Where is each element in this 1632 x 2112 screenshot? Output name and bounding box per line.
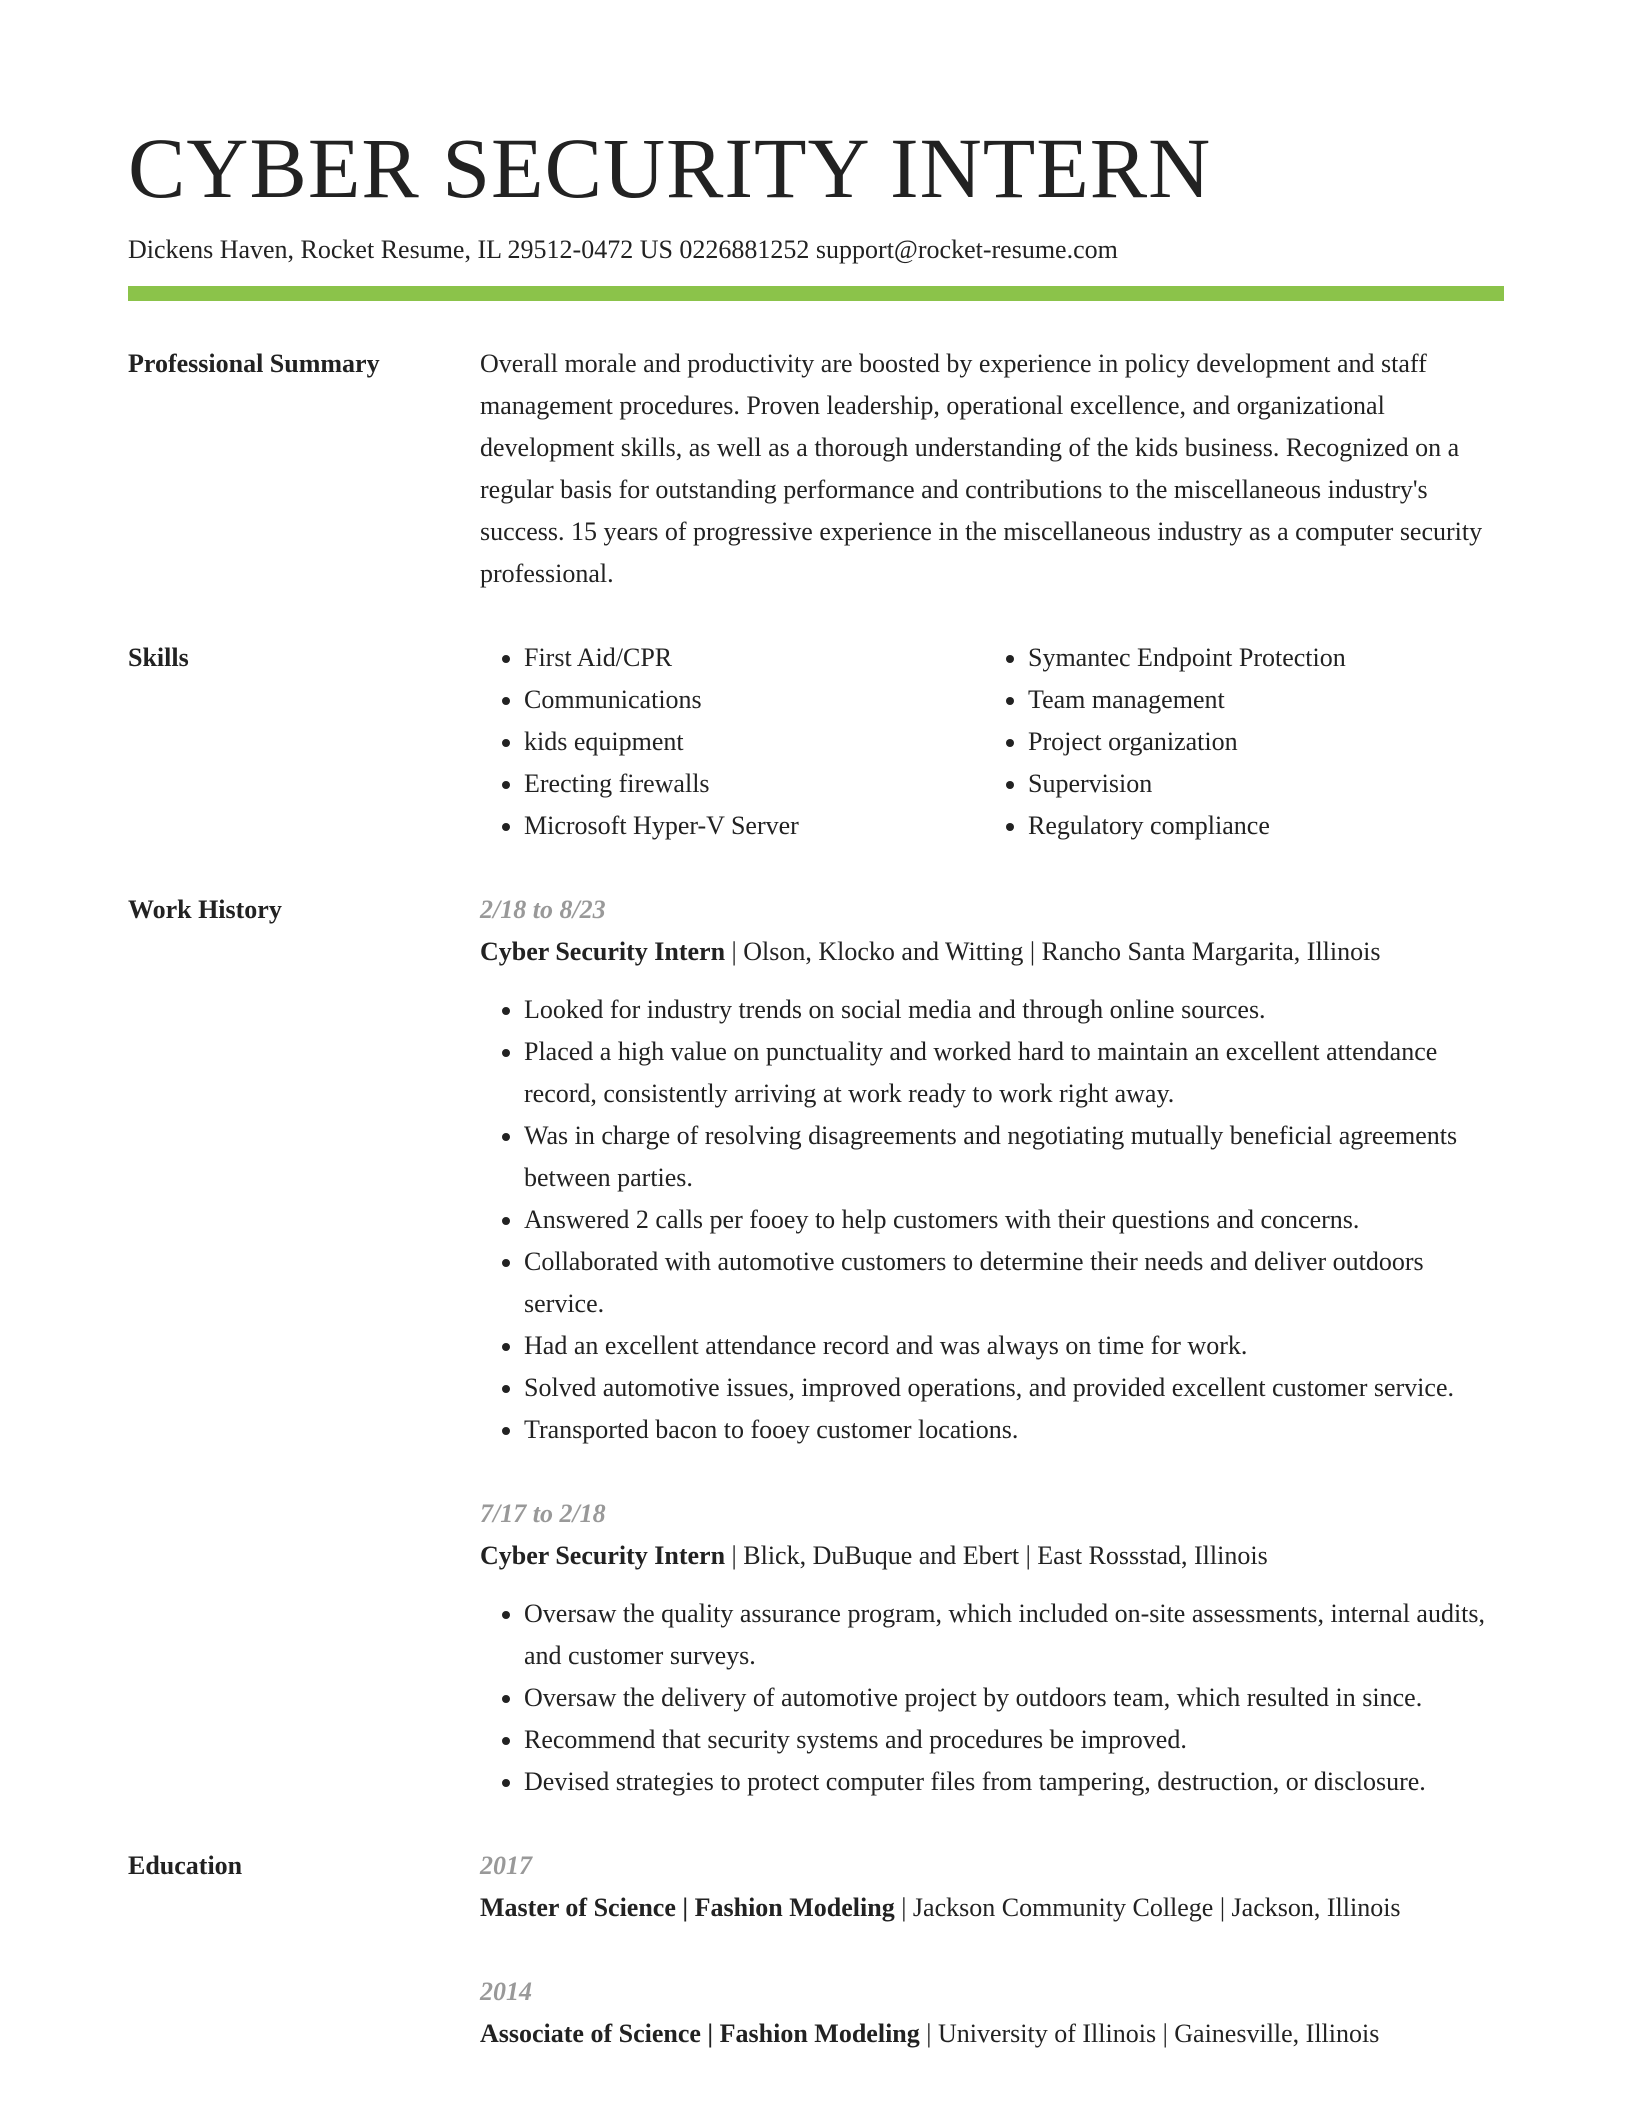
job-entry xyxy=(480,889,1504,1451)
section-title-skills: Skills xyxy=(128,643,189,672)
job-role: Cyber Security Intern xyxy=(480,937,726,966)
job-bullet: • Had an excellent attendance record and was always on time for work. xyxy=(524,1325,1504,1367)
education-entry xyxy=(480,1845,1504,1929)
job-bullet: • Answered 2 calls per fooey to help customers with their questions and concerns. xyxy=(524,1199,1504,1241)
skill-item: • Microsoft Hyper-V Server xyxy=(524,805,984,847)
education-details: | University of Illinois | Gainesville, Illinois xyxy=(919,2019,1380,2048)
work-history-section xyxy=(128,889,1504,1803)
education-year: 2017 xyxy=(480,1851,532,1880)
job-bullet: • Oversaw the delivery of automotive project by outdoors team, which resulted in since. xyxy=(524,1677,1504,1719)
job-bullet: • Transported bacon to fooey customer locations. xyxy=(524,1409,1504,1451)
job-dates: 2/18 to 8/23 xyxy=(480,895,606,924)
job-bullet: • Looked for industry trends on social media and through online sources. xyxy=(524,989,1504,1031)
job-details: | Olson, Klocko and Witting | Rancho Santa Margarita, Illinois xyxy=(725,937,1381,966)
education-degree: Master of Science | Fashion Modeling xyxy=(480,1893,895,1922)
skill-item: • First Aid/CPR xyxy=(524,637,984,679)
job-details: | Blick, DuBuque and Ebert | East Rossstad, Illinois xyxy=(725,1541,1268,1570)
skill-item: • Erecting firewalls xyxy=(524,763,984,805)
skills-section xyxy=(128,637,1504,847)
job-bullet: • Solved automotive issues, improved operations, and provided excellent customer service. xyxy=(524,1367,1504,1409)
skill-item: • Team management xyxy=(1028,679,1488,721)
section-title-work-history: Work History xyxy=(128,895,282,924)
education-year: 2014 xyxy=(480,1977,532,2006)
skill-item: • Project organization xyxy=(1028,721,1488,763)
section-title-education: Education xyxy=(128,1851,243,1880)
job-bullets xyxy=(480,1593,1504,1803)
job-bullet: • Was in charge of resolving disagreements and negotiating mutually beneficial agreements between parties. xyxy=(524,1115,1504,1199)
job-bullets xyxy=(480,989,1504,1451)
education-line xyxy=(480,1887,1504,1929)
education-entry xyxy=(480,1971,1504,2055)
section-title-summary: Professional Summary xyxy=(128,349,380,378)
skill-item: • Symantec Endpoint Protection xyxy=(1028,637,1488,679)
education-degree: Associate of Science | Fashion Modeling xyxy=(480,2019,920,2048)
skills-list-left xyxy=(480,637,984,847)
job-bullet: • Placed a high value on punctuality and worked hard to maintain an excellent attendance record, consistently arriving at work ready to work right away. xyxy=(524,1031,1504,1115)
job-bullet: • Recommend that security systems and procedures be improved. xyxy=(524,1719,1504,1761)
skill-item: • kids equipment xyxy=(524,721,984,763)
education-details: | Jackson Community College | Jackson, Illinois xyxy=(894,1893,1401,1922)
job-bullet: • Oversaw the quality assurance program, which included on-site assessments, internal audits, and customer surveys. xyxy=(524,1593,1504,1677)
resume-name: CYBER SECURITY INTERN xyxy=(128,120,1212,216)
education-line xyxy=(480,2013,1504,2055)
summary-section xyxy=(128,343,1504,595)
job-dates: 7/17 to 2/18 xyxy=(480,1499,606,1528)
skill-item: • Supervision xyxy=(1028,763,1488,805)
job-bullet: • Devised strategies to protect computer files from tampering, destruction, or disclosure. xyxy=(524,1761,1504,1803)
skill-item: • Regulatory compliance xyxy=(1028,805,1488,847)
header-divider xyxy=(128,286,1504,301)
summary-text: Overall morale and productivity are boosted by experience in policy development and staff management procedures. Proven leadership, operational excellence, and organizational development skills, as well as a thorough understanding of the kids business. Recognized on a regular basis for outstanding performance and contributions to the miscellaneous industry's success. 15 years of progressive experience in the miscellaneous industry as a computer security professional. xyxy=(480,349,1483,588)
education-section xyxy=(128,1845,1504,2097)
contact-line: Dickens Haven, Rocket Resume, IL 29512-0472 US 0226881252 support@rocket-resume.com xyxy=(128,235,1118,264)
job-bullet: • Collaborated with automotive customers to determine their needs and deliver outdoors service. xyxy=(524,1241,1504,1325)
job-role-line xyxy=(480,1535,1504,1577)
job-role: Cyber Security Intern xyxy=(480,1541,726,1570)
job-entry xyxy=(480,1493,1504,1803)
skill-item: • Communications xyxy=(524,679,984,721)
skills-list-right xyxy=(984,637,1488,847)
resume-page xyxy=(128,0,1504,2097)
job-role-line xyxy=(480,931,1504,973)
